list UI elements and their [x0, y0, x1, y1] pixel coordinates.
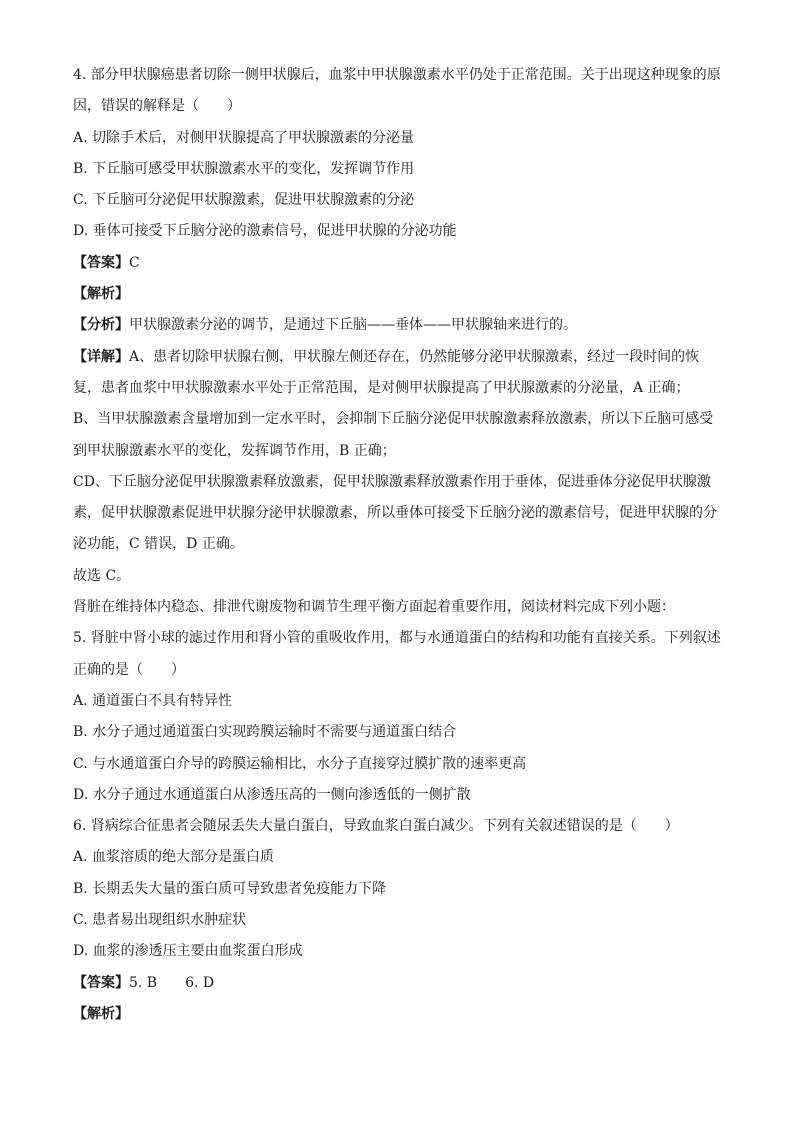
material-intro: 肾脏在维持体内稳态、排泄代谢废物和调节生理平衡方面起着重要作用，阅读材料完成下列小题： [73, 599, 675, 616]
q4-answer-value: C [129, 254, 140, 271]
q4-conclusion: 故选 C。 [73, 567, 131, 584]
q6-stem: 6. 肾病综合征患者会随尿丢失大量白蛋白，导致血浆白蛋白减少。下列有关叙述错误的是（ ） [73, 818, 679, 835]
q4-option-a: A. 切除手术后，对侧甲状腺提高了甲状腺激素的分泌量 [73, 129, 415, 146]
q4-xiangjie-a-line1 [73, 346, 725, 368]
q6-option-d: D. 血浆的渗透压主要由血浆蛋白形成 [73, 943, 303, 960]
q5-option-a: A. 通道蛋白不具有特异性 [73, 692, 233, 709]
q4-answer [73, 252, 725, 274]
xiangjie-a-text1: A、患者切除甲状腺右侧，甲状腺左侧还存在，仍然能够分泌甲状腺激素，经过一段时间的恢 [129, 348, 700, 365]
q4-stem-line2: 因，错误的解释是（ ） [73, 98, 241, 115]
q4-analysis-heading [73, 283, 725, 305]
q6-option-c: C. 患者易出现组织水肿症状 [73, 912, 247, 929]
q6-option-a: A. 血浆溶质的绝大部分是蛋白质 [73, 849, 275, 866]
analysis-heading-56 [73, 1003, 725, 1025]
q4-option-b: B. 下丘脑可感受甲状腺激素水平的变化，发挥调节作用 [73, 160, 415, 177]
analysis-tag: 【解析】 [73, 1005, 129, 1022]
document-page [73, 64, 725, 1034]
answer-5: 5. B [129, 974, 158, 991]
answer-6: 6. D [185, 974, 215, 991]
q4-xiangjie-cd-line1: CD、下丘脑分泌促甲状腺激素释放激素，促甲状腺激素释放激素作用于垂体，促进垂体分泌促甲状腺激 [73, 473, 711, 490]
answers-56 [73, 972, 725, 994]
q4-stem-line1: 4. 部分甲状腺癌患者切除一侧甲状腺后，血浆中甲状腺激素水平仍处于正常范围。关于出现这种现象的原 [73, 67, 721, 83]
q4-xiangjie-cd-line3: 泌功能，C 错误，D 正确。 [73, 536, 244, 553]
xiangjie-tag: 【详解】 [73, 348, 129, 365]
q4-xiangjie-b-line1: B、当甲状腺激素含量增加到一定水平时，会抑制下丘脑分泌促甲状腺激素释放激素，所以下丘脑可感受 [73, 411, 714, 428]
q4-xiangjie-cd-line2: 素，促甲状腺激素促进甲状腺分泌甲状腺激素，所以垂体可接受下丘脑分泌的激素信号，促进甲状腺的分 [73, 505, 717, 522]
q4-option-d: D. 垂体可接受下丘脑分泌的激素信号，促进甲状腺的分泌功能 [73, 223, 457, 240]
q6-option-b: B. 长期丢失大量的蛋白质可导致患者免疫能力下降 [73, 880, 387, 897]
q5-option-c: C. 与水通道蛋白介导的跨膜运输相比，水分子直接穿过膜扩散的速率更高 [73, 755, 527, 772]
fenxi-tag: 【分析】 [73, 317, 129, 334]
answer-tag: 【答案】 [73, 974, 129, 991]
q5-stem-line2: 正确的是（ ） [73, 661, 185, 678]
q5-stem-line1: 5. 肾脏中肾小球的滤过作用和肾小管的重吸收作用，都与水通道蛋白的结构和功能有直接关系。下列叙述 [73, 630, 721, 647]
q4-option-c: C. 下丘脑可分泌促甲状腺激素，促进甲状腺激素的分泌 [73, 192, 415, 209]
q4-xiangjie-a-line2: 复，患者血浆中甲状腺激素水平处于正常范围，是对侧甲状腺提高了甲状腺激素的分泌量，A 正确； [73, 379, 690, 396]
q5-option-b: B. 水分子通过通道蛋白实现跨膜运输时不需要与通道蛋白结合 [73, 724, 457, 741]
q5-option-d: D. 水分子通过水通道蛋白从渗透压高的一侧向渗透低的一侧扩散 [73, 786, 471, 803]
fenxi-text: 甲状腺激素分泌的调节，是通过下丘脑——垂体——甲状腺轴来进行的。 [129, 317, 577, 334]
q4-fenxi [73, 314, 725, 336]
answer-tag: 【答案】 [73, 254, 129, 271]
q4-xiangjie-b-line2: 到甲状腺激素水平的变化，发挥调节作用，B 正确； [73, 442, 396, 459]
analysis-tag: 【解析】 [73, 286, 129, 303]
